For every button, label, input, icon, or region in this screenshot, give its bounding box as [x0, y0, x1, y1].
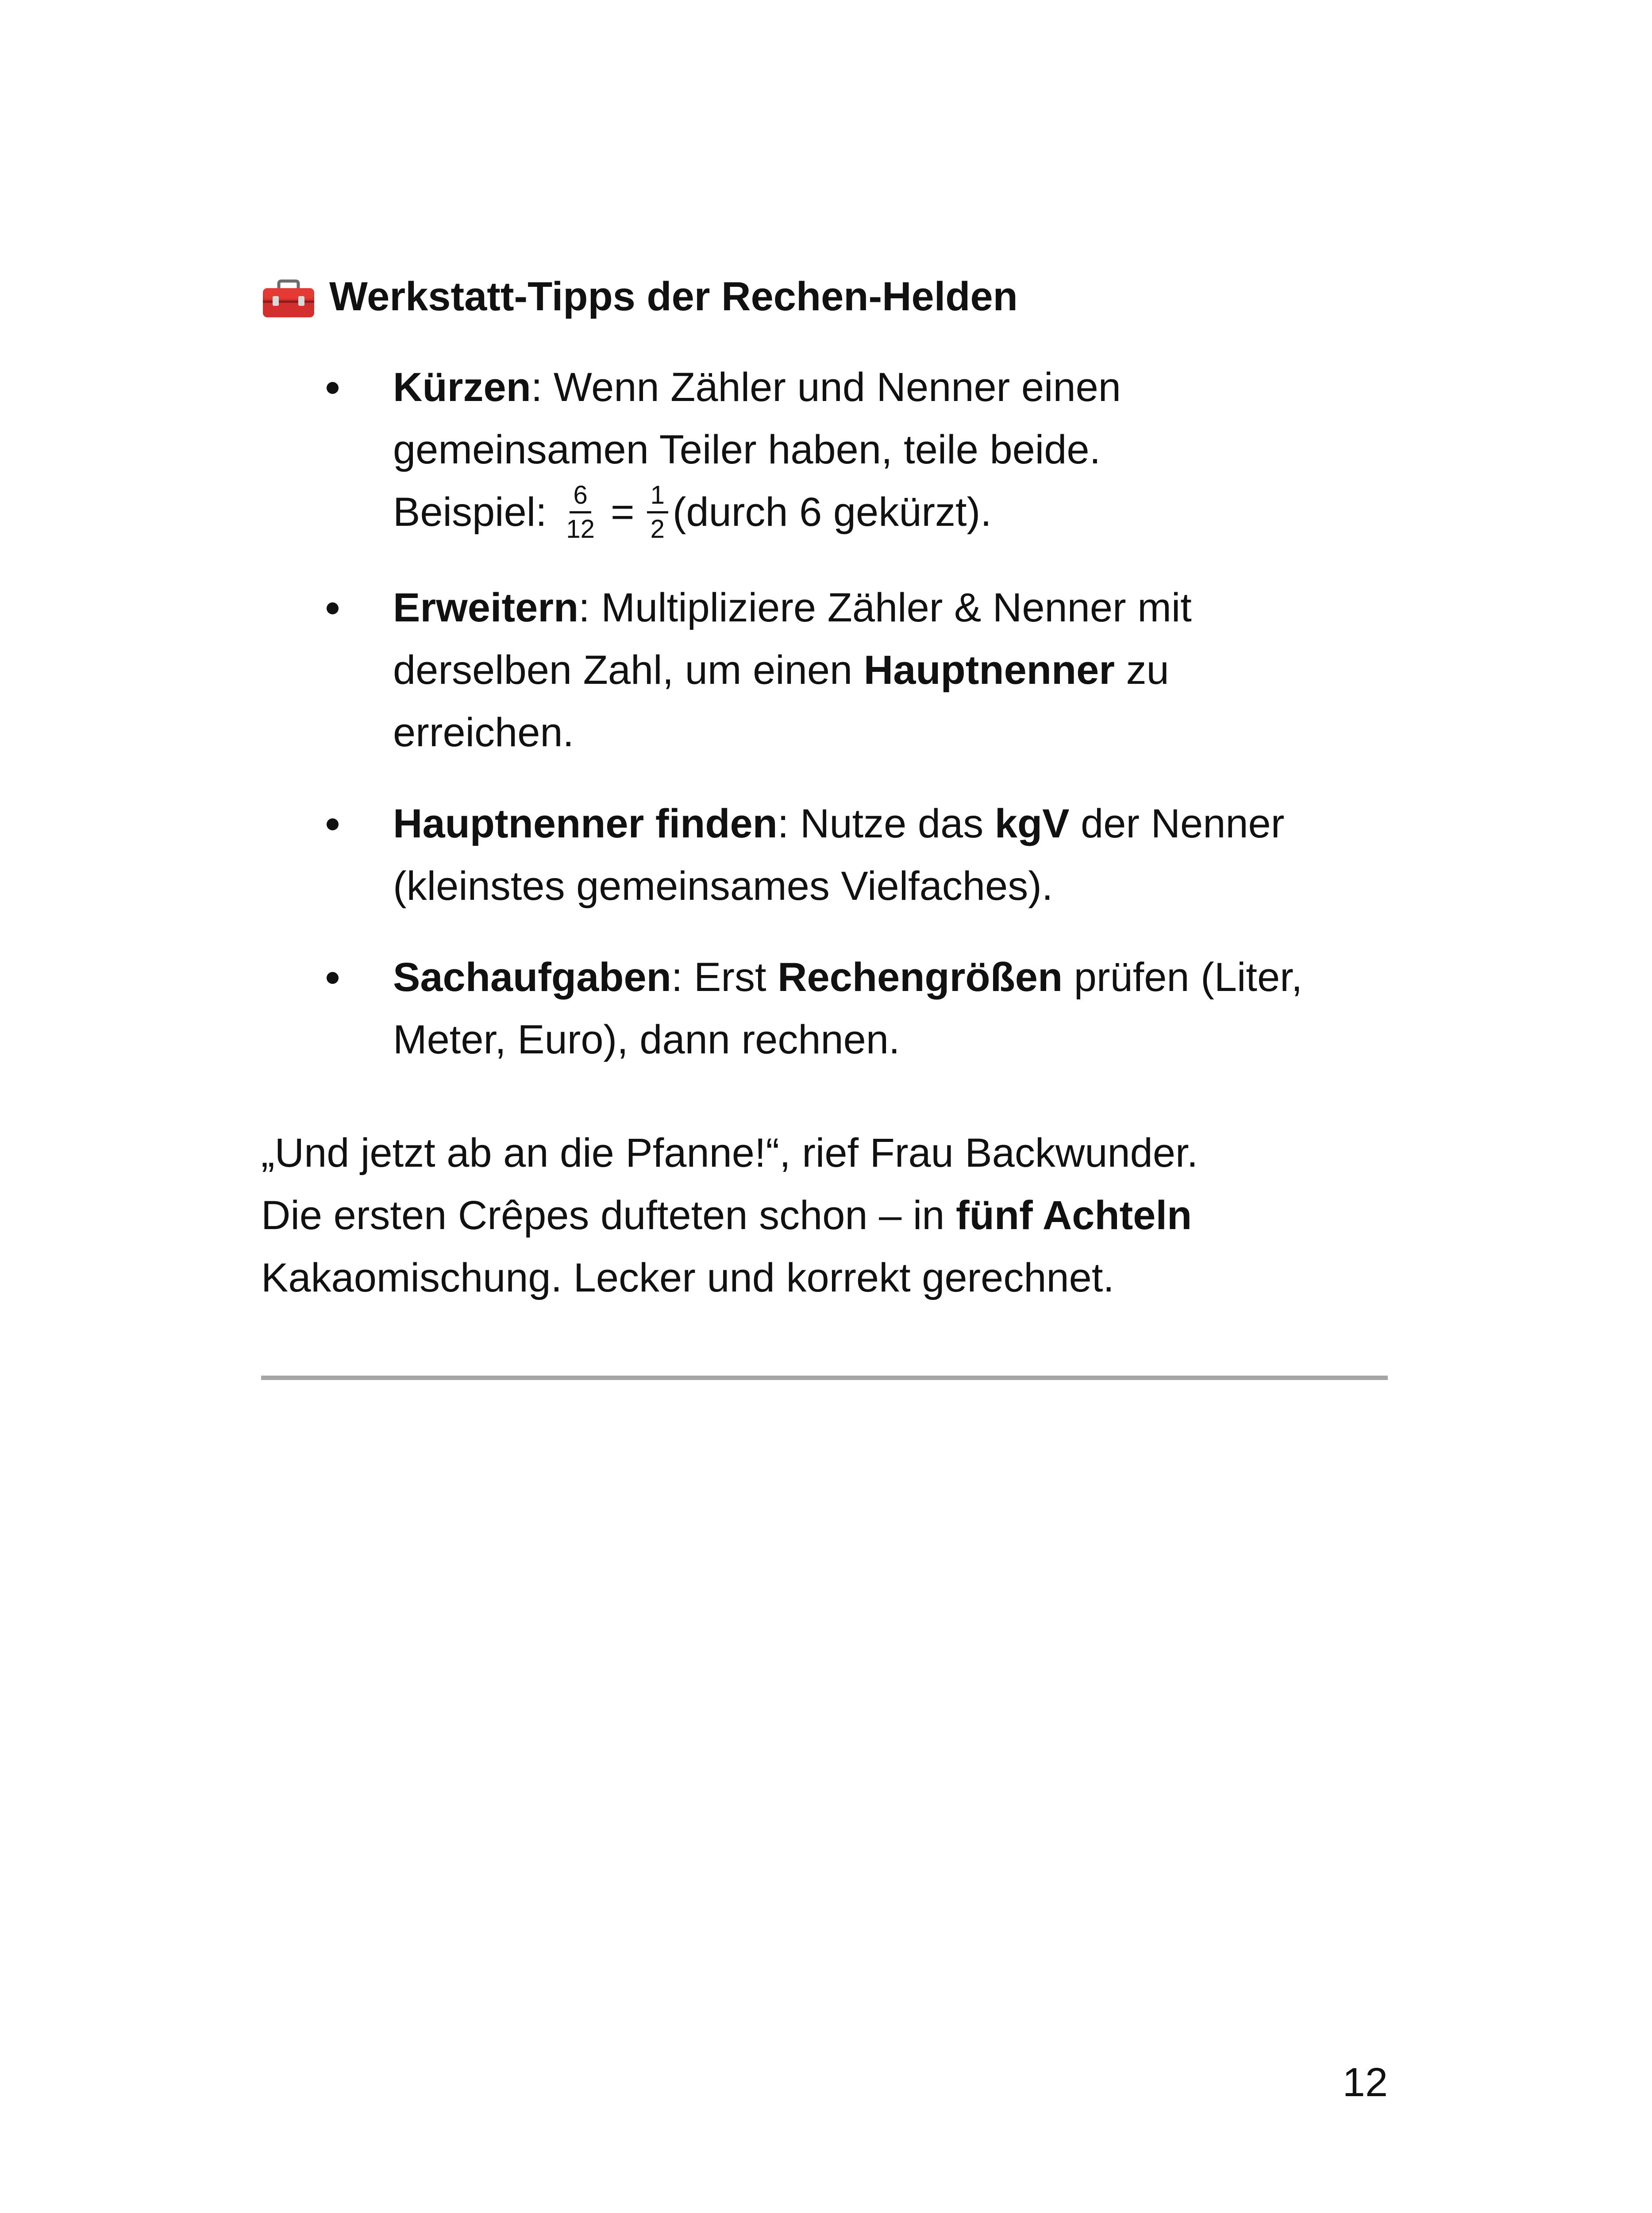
fraction-one-half: $\frac{1}{2}$ — [647, 479, 668, 545]
tip-line: gemeinsamen Teiler haben, teile beide. — [393, 427, 1101, 472]
paragraph-line: Kakaomischung. Lecker und korrekt gerechnet. — [261, 1255, 1114, 1300]
closing-paragraph — [261, 1122, 1198, 1309]
tip-line: Kürzen: Wenn Zähler und Nenner einen — [393, 365, 1121, 410]
tip-line: Erweitern: Multipliziere Zähler & Nenner mit — [393, 585, 1192, 631]
horizontal-divider — [261, 1376, 1388, 1380]
fraction-six-twelfths: $\frac{6}{12}$ — [562, 479, 598, 545]
tip-term: Erweitern — [393, 585, 579, 631]
toolbox-icon — [261, 277, 316, 316]
tip-sachaufgaben — [323, 946, 1429, 1071]
equals-sign: = — [610, 490, 635, 535]
tip-term: Sachaufgaben — [393, 955, 671, 1000]
tip-line: Sachaufgaben: Erst Rechengrößen prüfen (Liter, — [393, 955, 1303, 1000]
tip-line: Meter, Euro), dann rechnen. — [393, 1017, 900, 1063]
tip-line: derselben Zahl, um einen Hauptnenner zu — [393, 648, 1169, 693]
tip-term: Kürzen — [393, 365, 531, 410]
tip-kuerzen — [323, 356, 1429, 548]
tip-hauptnenner — [323, 793, 1429, 918]
tip-line: Hauptnenner finden: Nutze das kgV der Nenner — [393, 801, 1285, 847]
paragraph-line: „Und jetzt ab an die Pfanne!“, rief Frau Backwunder. — [261, 1130, 1198, 1176]
tip-line: erreichen. — [393, 710, 574, 756]
page-number: 12 — [1342, 2060, 1388, 2105]
heading-text: Werkstatt-Tipps der Rechen-Helden — [329, 274, 1018, 319]
tip-erweitern — [323, 577, 1429, 764]
tip-example: Beispiel: $\frac{6}{12}$ = $\frac{1}{2}$ (durch 6 gekürzt). — [393, 481, 1429, 548]
tip-term: Hauptnenner finden — [393, 801, 778, 847]
tip-line: (kleinstes gemeinsames Vielfaches). — [393, 864, 1053, 909]
paragraph-line: Die ersten Crêpes dufteten schon – in fünf Achteln — [261, 1193, 1192, 1238]
tips-list — [323, 356, 1429, 1100]
section-heading — [261, 268, 1018, 325]
